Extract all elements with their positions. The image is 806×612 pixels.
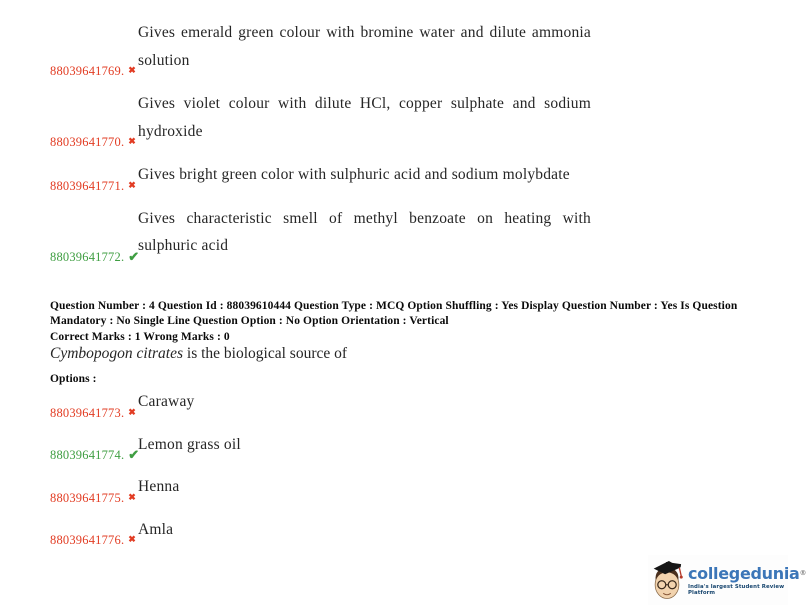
question-stem bbox=[50, 345, 750, 363]
question-stem-latin: Cymbopogon citrates bbox=[50, 345, 184, 362]
wrong-mark-icon: ✖ bbox=[128, 534, 137, 544]
option-text: Gives violet colour with dilute HCl, copper sulphate and sodium hydroxide bbox=[138, 95, 591, 140]
wrong-mark-icon: ✖ bbox=[128, 65, 137, 75]
collegedunia-logo bbox=[648, 555, 806, 605]
question-marks: Correct Marks : 1 Wrong Marks : 0 bbox=[50, 331, 230, 343]
option-text: Gives emerald green colour with bromine water and dilute ammonia solution bbox=[138, 24, 591, 69]
option-text: Lemon grass oil bbox=[138, 435, 241, 453]
option-id bbox=[50, 406, 138, 421]
current-question-options bbox=[50, 388, 470, 558]
option-id-number: 88039641770. bbox=[50, 135, 125, 149]
option-id-number: 88039641772. bbox=[50, 249, 125, 264]
option-id bbox=[50, 135, 138, 150]
option-id-number: 88039641771. bbox=[50, 178, 125, 193]
option-row bbox=[50, 516, 470, 547]
wrong-mark-icon: ✖ bbox=[128, 406, 137, 417]
option-id-number: 88039641769. bbox=[50, 64, 125, 78]
option-row bbox=[50, 431, 470, 462]
option-id-number: 88039641775. bbox=[50, 490, 125, 505]
option-id-number: 88039641776. bbox=[50, 533, 125, 547]
option-text: Caraway bbox=[138, 393, 195, 410]
logo-tagline: India's largest Student Review Platform bbox=[688, 583, 785, 596]
option-id bbox=[50, 533, 138, 548]
option-text: Henna bbox=[138, 478, 180, 495]
options-label: Options : bbox=[50, 373, 97, 385]
option-row bbox=[50, 473, 470, 505]
wrong-mark-icon: ✖ bbox=[128, 491, 137, 502]
option-row bbox=[50, 205, 591, 264]
wrong-mark-icon: ✖ bbox=[128, 179, 137, 190]
logo-text-block bbox=[688, 565, 806, 596]
option-id bbox=[50, 249, 138, 265]
option-text: Amla bbox=[138, 520, 174, 538]
logo-brand-name: collegedunia bbox=[688, 563, 800, 583]
collegedunia-mascot-icon bbox=[648, 558, 686, 602]
question-stem-rest: is the biological source of bbox=[183, 345, 348, 362]
option-row bbox=[50, 19, 591, 78]
option-id bbox=[50, 491, 138, 506]
option-id-number: 88039641774. bbox=[50, 448, 125, 462]
option-id bbox=[50, 447, 138, 463]
option-id bbox=[50, 179, 138, 194]
previous-question-options bbox=[50, 19, 591, 276]
correct-mark-icon: ✔ bbox=[128, 248, 140, 264]
question-metadata: Question Number : 4 Question Id : 88039610444 Question Type : MCQ Option Shuffling : Yes Display Question Number : Yes Is Question Mandatory : No Single Line Question Option : No Option Orientation : Vertical bbox=[50, 300, 738, 327]
option-row bbox=[50, 161, 591, 193]
option-text: Gives bright green color with sulphuric acid and sodium molybdate bbox=[138, 166, 570, 183]
option-id bbox=[50, 64, 138, 79]
option-id-number: 88039641773. bbox=[50, 405, 125, 420]
option-row bbox=[50, 90, 591, 149]
wrong-mark-icon: ✖ bbox=[128, 136, 137, 146]
option-row bbox=[50, 388, 470, 420]
option-text: Gives characteristic smell of methyl benzoate on heating with sulphuric acid bbox=[138, 209, 591, 254]
logo-brand-text bbox=[688, 565, 806, 582]
correct-mark-icon: ✔ bbox=[128, 447, 140, 462]
registered-mark-icon: ® bbox=[799, 568, 806, 577]
